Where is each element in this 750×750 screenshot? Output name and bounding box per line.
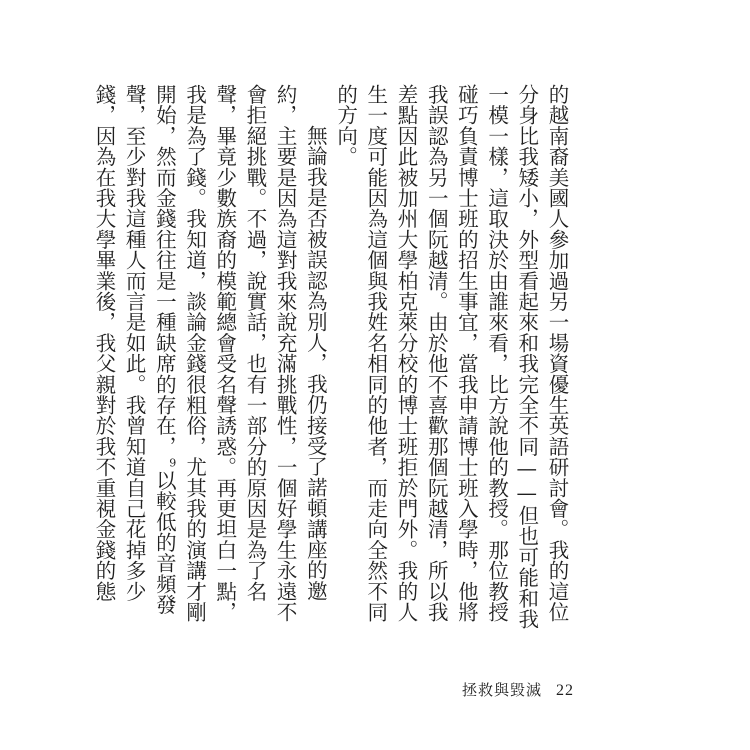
paragraph-2-text-after: 以較低的音頻發聲，至少對我這種人而言是如此。我曾知道自己花掉多少錢，因為在我大學畢業後，我父親對於我不重視金錢的態 xyxy=(91,84,177,615)
footnote-marker[interactable]: 9 xyxy=(166,456,180,470)
paragraph-2-text: 無論我是否被誤認為別人，我仍接受了諾頓講座的邀約，主要是因為這對我來說充滿挑戰性，一個好學生永遠不會拒絕挑戰。不過，說實話，也有一部分的原因是為了名聲，畢竟少數族裔的模範總會受名聲誘惑。再更坦白一點，我是為了錢。我知道，談論金錢很粗俗，尤其我的演講才剛開始，然而金錢往往是一種缺席的存在， xyxy=(152,84,328,623)
body-text xyxy=(91,84,572,640)
paragraph-1-text: 的越南裔美國人參加過另一場資優生英語研討會。我的這位分身比我矮小，外型看起來和我完全不同——但也可能和我一模一樣，這取決於由誰來看，比方說他的教授。那位教授碰巧負責博士班的招生事宜，當我申請博士班入學時，他將我誤認為另一個阮越清。由於他不喜歡那個阮越清，所以我差點因此被加州大學柏克萊分校的博士班拒於門外。我的人生一度可能因為這個與我姓名相同的他者，而走向全然不同的方向。 xyxy=(333,84,569,630)
page-footer xyxy=(462,679,574,700)
paragraph-2 xyxy=(89,84,331,640)
paragraph-1 xyxy=(330,84,572,640)
running-title: 拯救與毀滅 xyxy=(461,681,542,699)
page-number: 22 xyxy=(556,682,574,699)
